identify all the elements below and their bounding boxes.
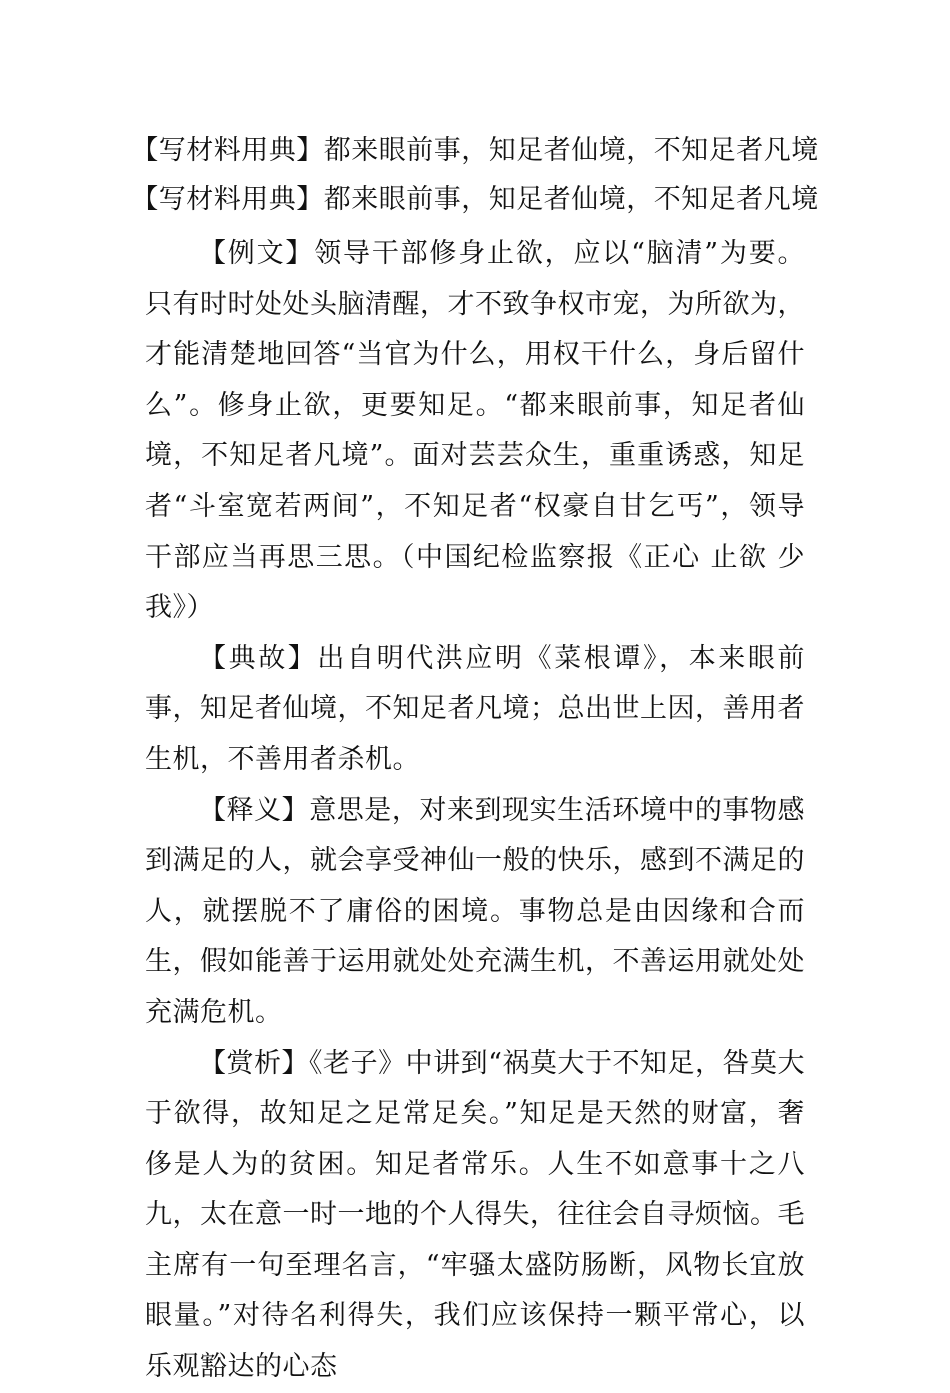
paragraph-text: 领导干部修身止欲，应以“脑清”为要。只有时时处处头脑清醒，才不致争权市宠，为所欲为，才能清楚地回答“当官为什么，用权干什么，身后留什么”。修身止欲，更要知足。“都来眼前事，知足者仙境，不知足者凡境”。面对芸芸众生，重重诱惑，知足者“斗室宽若两间”，不知足者“权豪自甘乞丐”，领导干部应当再思三思。（中国纪检监察报《正心 止欲 少我》） — [145, 238, 805, 624]
paragraph-tag: 【赏析】 — [199, 1047, 310, 1079]
paragraph-text: 意思是，对来到现实生活环境中的事物感到满足的人，就会享受神仙一般的快乐，感到不满足的人，就摆脱不了庸俗的困境。事物总是由因缘和合而生，假如能善于运用就处处充满生机，不善运用就处处充满危机。 — [145, 794, 806, 1028]
paragraph-text: 出自明代洪应明《菜根谭》，本来眼前事，知足者仙境，不知足者凡境；总出世上因，善用者生机，不善用者杀机。 — [145, 642, 806, 775]
paragraph-example — [145, 229, 805, 634]
paragraph-text: 《老子》中讲到“祸莫大于不知足，咎莫大于欲得，故知足之足常足矣。”知足是天然的财富，奢侈是人为的贫困。知足者常乐。人生不如意事十之八九，太在意一时一地的个人得失，往往会自寻烦恼。毛主席有一句至理名言，“牢骚太盛防肠断，风物长宜放眼量。”对待名利得失，我们应该保持一颗平常心，以乐观豁达的心态 — [145, 1047, 806, 1383]
document-body — [145, 229, 805, 1393]
paragraph-tag: 【例文】 — [199, 238, 315, 269]
paragraph-appreciation — [145, 1039, 805, 1393]
paragraph-interpretation — [145, 786, 805, 1039]
paragraph-allusion — [145, 634, 805, 786]
document-title: 【写材料用典】都来眼前事，知足者仙境，不知足者凡境 — [131, 135, 819, 166]
document-title-repeat: 【写材料用典】都来眼前事，知足者仙境，不知足者凡境 — [131, 184, 819, 215]
paragraph-tag: 【释义】 — [199, 794, 310, 826]
paragraph-tag: 【典故】 — [199, 642, 318, 674]
